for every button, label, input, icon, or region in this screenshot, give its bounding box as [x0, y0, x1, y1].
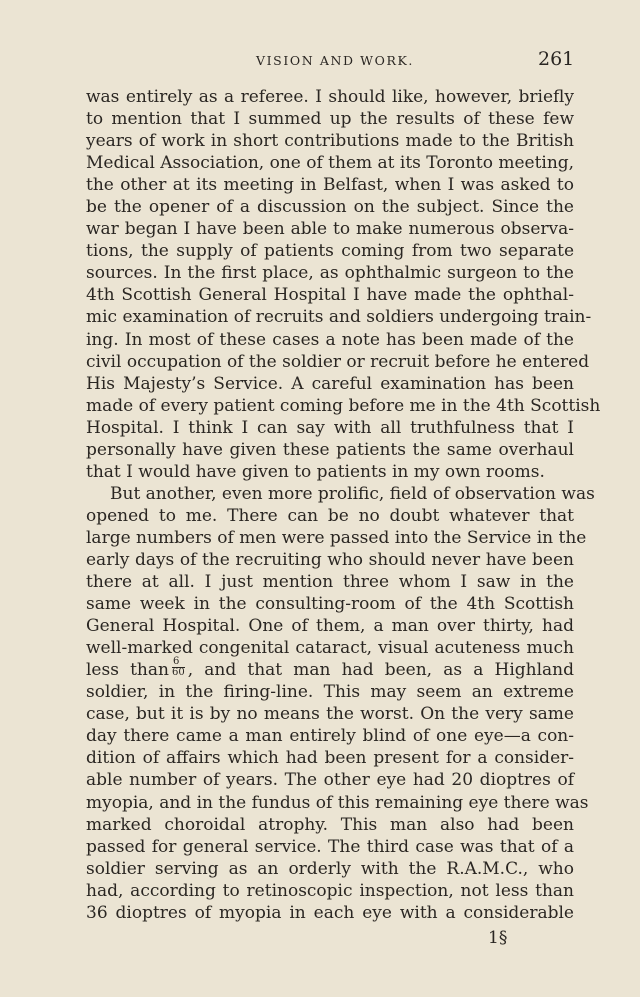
- text-line: be the opener of a discussion on the subject. Since the: [86, 197, 574, 218]
- running-title: VISION AND WORK.: [256, 53, 415, 68]
- text-line: ing. In most of these cases a note has been made of the: [86, 329, 574, 350]
- text-line: made of every patient coming before me in the 4th Scottish: [86, 395, 601, 416]
- fraction-numerator: 6: [172, 657, 185, 668]
- text-line: General Hospital. One of them, a man over thirty, had: [86, 616, 574, 637]
- text-line: early days of the recruiting who should never have been: [86, 549, 574, 570]
- text-line: marked choroidal atrophy. This man also had been: [86, 814, 574, 835]
- text-line: His Majesty’s Service. A careful examination has been: [86, 373, 574, 394]
- text-line: sources. In the first place, as ophthalmic surgeon to the: [86, 263, 574, 284]
- text-line: mic examination of recruits and soldiers undergoing train-: [86, 307, 592, 328]
- text-line: soldier serving as an orderly with the R.A.M.C., who: [86, 858, 574, 879]
- text-line: the other at its meeting in Belfast, when I was asked to: [86, 175, 574, 196]
- text-line: Medical Association, one of them at its Toronto meeting,: [86, 153, 575, 174]
- text-line: years of work in short contributions made to the British: [86, 131, 574, 152]
- text-line: case, but it is by no means the worst. On the very same: [86, 704, 574, 725]
- body-text: [86, 86, 601, 924]
- text-line: able number of years. The other eye had 20 dioptres of: [86, 770, 574, 791]
- text-line: personally have given these patients the same overhaul: [86, 439, 574, 460]
- text-segment: less than: [86, 660, 169, 681]
- fraction-denominator: 60: [171, 667, 185, 679]
- text-line: same week in the consulting-room of the 4th Scottish: [86, 594, 574, 615]
- text-line: was entirely as a referee. I should like, however, briefly: [86, 87, 574, 107]
- text-line: war began I have been able to make numerous observa-: [86, 219, 574, 240]
- visual-acuity-fraction: [172, 657, 185, 678]
- text-line: that I would have given to patients in my own rooms.: [86, 461, 545, 482]
- text-line: there at all. I just mention three whom I saw in the: [86, 572, 574, 593]
- text-line: 4th Scottish General Hospital I have made the ophthal-: [86, 285, 574, 306]
- text-line: opened to me. There can be no doubt whatever that: [86, 505, 574, 526]
- text-line: soldier, in the firing-line. This may seem an extreme: [86, 682, 574, 703]
- text-line: But another, even more prolific, field of observation was: [110, 483, 595, 504]
- text-line: large numbers of men were passed into the Service in the: [86, 527, 587, 548]
- text-segment: , and that man had been, as a Highland: [187, 660, 574, 681]
- text-line: 36 dioptres of myopia in each eye with a considerable: [86, 902, 574, 923]
- text-line: civil occupation of the soldier or recruit before he entered: [86, 351, 590, 372]
- text-line-with-fraction: [86, 656, 574, 681]
- text-line: Hospital. I think I can say with all truthfulness that I: [86, 417, 574, 438]
- text-line: dition of affairs which had been present for a consider-: [86, 748, 574, 769]
- text-line: tions, the supply of patients coming from two separate: [86, 241, 574, 262]
- page-header: [0, 48, 640, 74]
- signature-mark: 1§: [488, 928, 508, 948]
- page-number: 261: [538, 48, 575, 70]
- text-line: had, according to retinoscopic inspection, not less than: [86, 880, 574, 901]
- text-line: day there came a man entirely blind of one eye—a con-: [86, 726, 574, 747]
- text-line: myopia, and in the fundus of this remaining eye there was: [86, 792, 589, 813]
- text-line: to mention that I summed up the results of these few: [86, 109, 574, 130]
- text-line: passed for general service. The third case was that of a: [86, 836, 574, 857]
- text-line: well-marked congenital cataract, visual acuteness much: [86, 638, 574, 659]
